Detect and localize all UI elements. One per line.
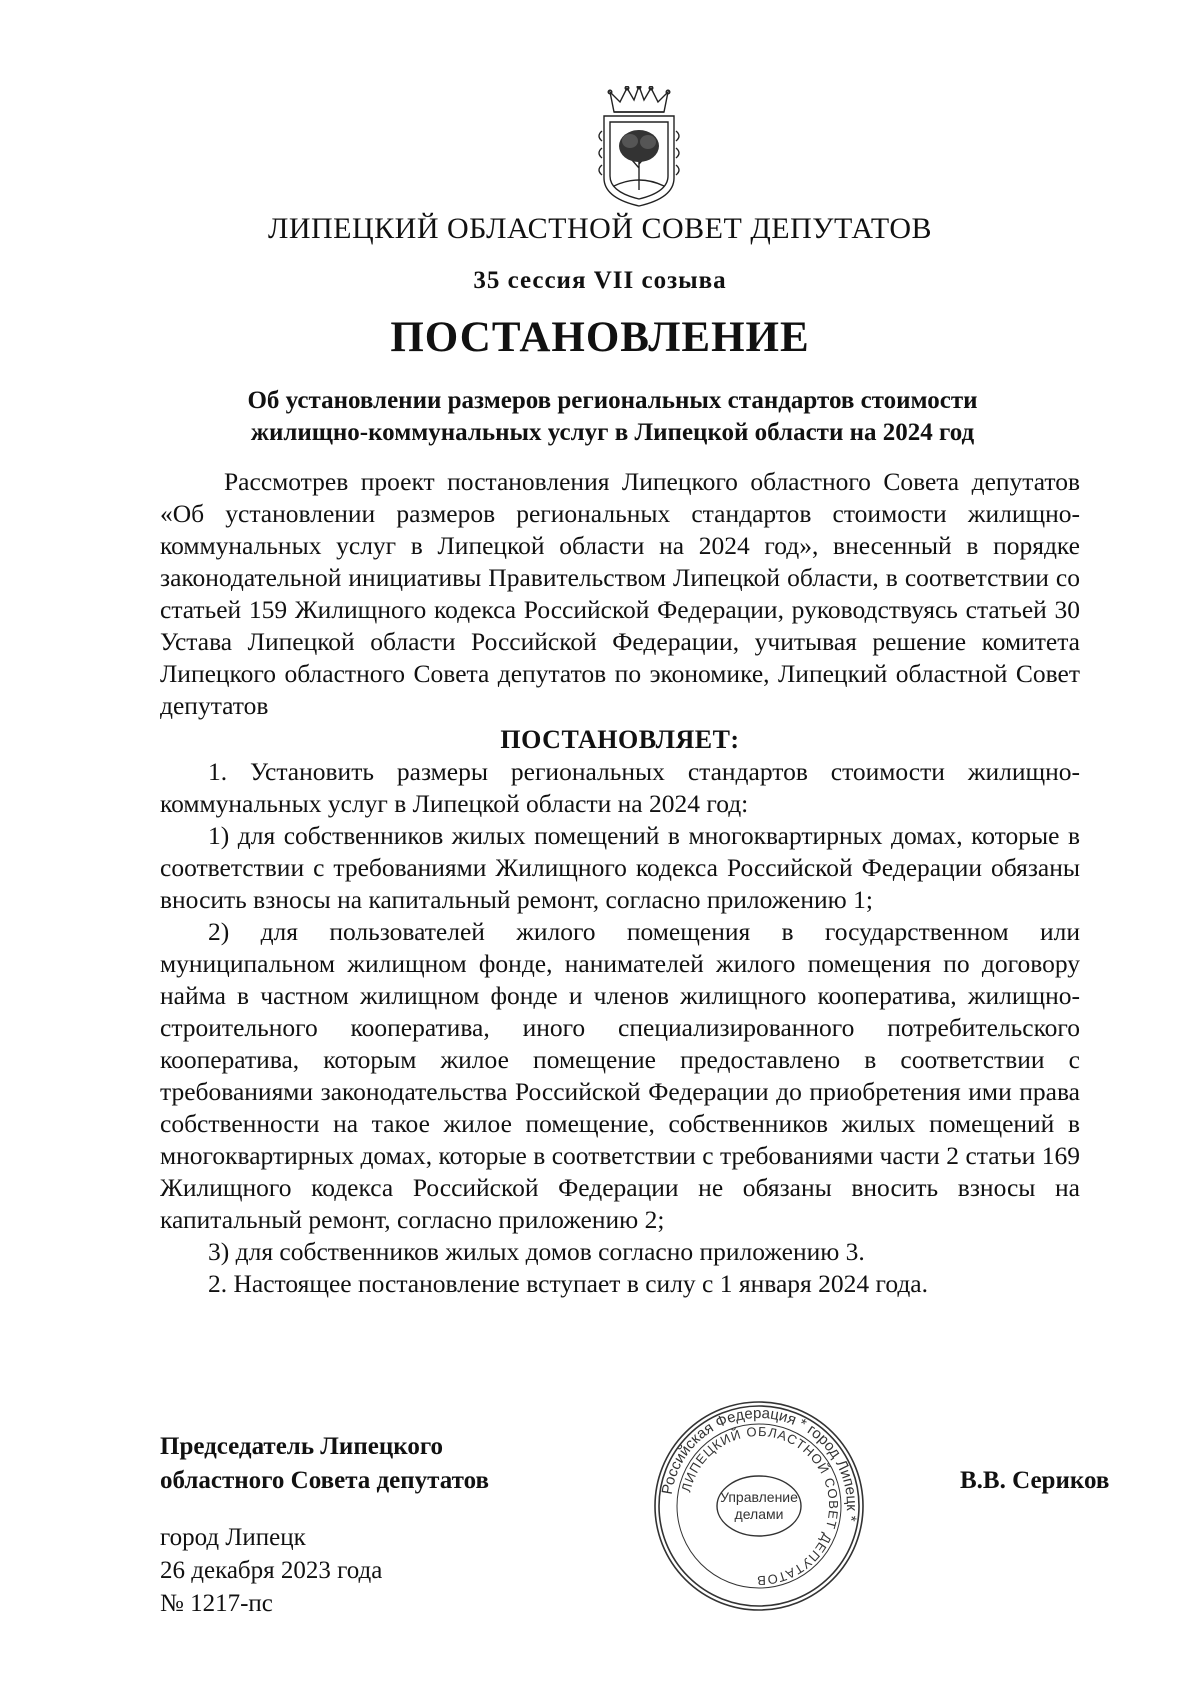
session-label: 35 сессия VII созыва bbox=[473, 267, 727, 294]
document-number: № 1217-пс bbox=[160, 1590, 273, 1617]
official-seal-stamp bbox=[648, 1395, 870, 1617]
document-type-heading: ПОСТАНОВЛЕНИЕ bbox=[390, 314, 810, 361]
clause-1: 1. Установить размеры региональных стандартов стоимости жилищно-коммунальных услуг в Липецкой области на 2024 год: bbox=[160, 757, 1080, 818]
document-place-date bbox=[160, 1521, 560, 1620]
seal-center-line-1: Управление bbox=[720, 1489, 798, 1505]
document-body bbox=[160, 466, 1080, 1300]
city: город Липецк bbox=[160, 1524, 306, 1551]
seal-inner-text: ЛИПЕЦКИЙ ОБЛАСТНОЙ СОВЕТ ДЕПУТАТОВ bbox=[678, 1423, 842, 1589]
signer-title-line-1: Председатель Липецкого bbox=[160, 1433, 444, 1460]
lipetsk-coat-of-arms-icon bbox=[594, 86, 684, 208]
clause-1-subitem-3: 3) для собственников жилых домов согласно приложению 3. bbox=[208, 1237, 865, 1266]
signer-title bbox=[160, 1430, 580, 1498]
preamble-paragraph: Рассмотрев проект постановления Липецкого областного Совета депутатов «Об установлении размеров региональных стандартов стоимости жилищно-коммунальных услуг в Липецкой области на 2024 год», внесенный в порядке законодательной инициативы Правительством Липецкой области, в соответствии со статьей 159 Жилищного кодекса Российской Федерации, руководствуясь статьей 30 Устава Липецкой области Российской Федерации, учитывая решение комитета Липецкого областного Совета депутатов по экономике, Липецкий областной Совет депутатов bbox=[160, 467, 1080, 720]
clause-1-subitem-2: 2) для пользователей жилого помещения в государственном или муниципальном жилищном фонде, нанимателей жилого помещения по договору найма в частном жилищном фонде и членов жилищного кооператива, жилищно-строительного кооператива, иного специализированного потребительского кооператива, которым жилое помещение предоставлено в соответствии с требованиями законодательства Российской Федерации до приобретения ими права собственности на такое жилое помещение, собственников жилых помещений в многоквартирных домах, которые в соответствии с требованиями части 2 статьи 169 Жилищного кодекса Российской Федерации не обязаны вносить взносы на капитальный ремонт, согласно приложению 2; bbox=[160, 917, 1080, 1234]
date: 26 декабря 2023 года bbox=[160, 1557, 383, 1584]
document-subject bbox=[150, 385, 1075, 449]
seal-center-line-2: делами bbox=[734, 1506, 784, 1522]
organization-title: ЛИПЕЦКИЙ ОБЛАСТНОЙ СОВЕТ ДЕПУТАТОВ bbox=[268, 212, 932, 245]
decree-heading: ПОСТАНОВЛЯЕТ: bbox=[500, 725, 740, 754]
signer-name: В.В. Сериков bbox=[960, 1467, 1110, 1494]
subject-line-1: Об установлении размеров региональных стандартов стоимости bbox=[247, 387, 978, 414]
clause-2: 2. Настоящее постановление вступает в силу с 1 января 2024 года. bbox=[208, 1269, 929, 1298]
subject-line-2: жилищно-коммунальных услуг в Липецкой области на 2024 год bbox=[250, 419, 975, 446]
clause-1-subitem-1: 1) для собственников жилых помещений в многоквартирных домах, которые в соответствии с требованиями Жилищного кодекса Российской Федерации обязаны вносить взносы на капитальный ремонт, согласно приложению 1; bbox=[160, 821, 1080, 914]
signer-title-line-2: областного Совета депутатов bbox=[160, 1467, 489, 1494]
seal-outer-text: Российская Федерация * город Липецк * bbox=[658, 1404, 861, 1523]
